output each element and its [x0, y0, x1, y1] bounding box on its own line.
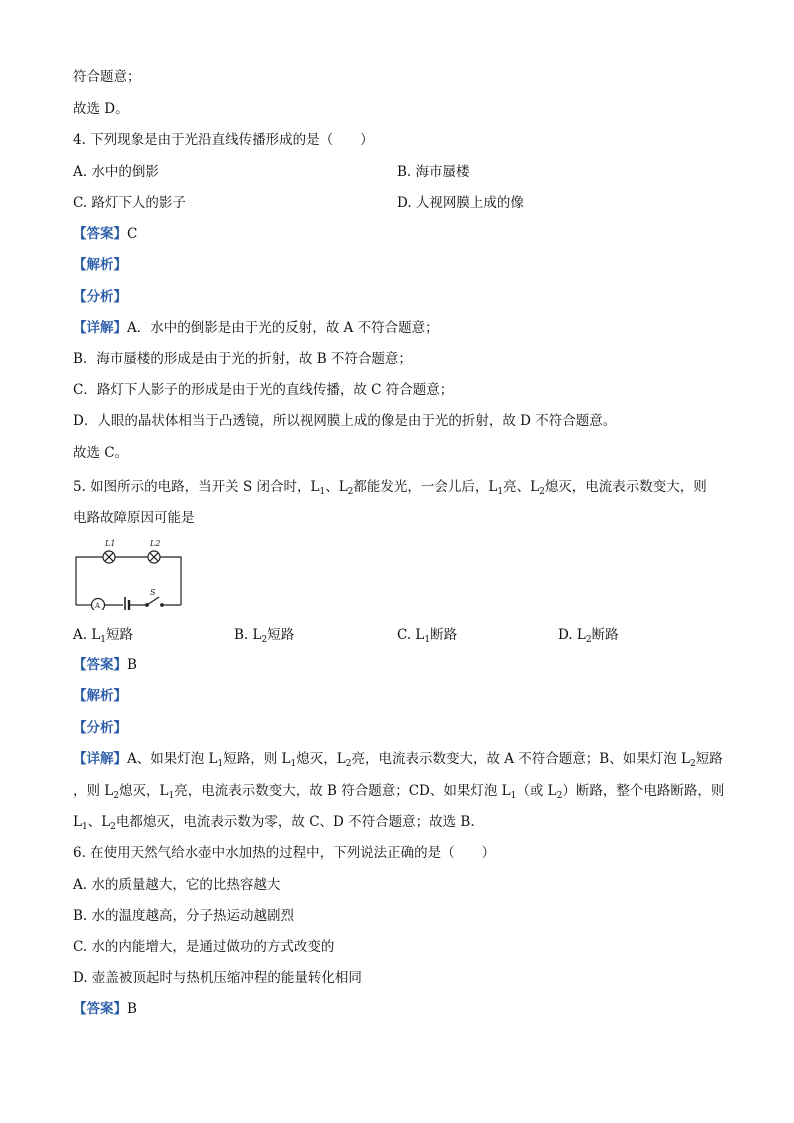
text-line: 符合题意； — [73, 69, 141, 85]
answer-tag: 【答案】 — [73, 657, 127, 673]
question-6: 6. 在使用天然气给水壶中水加热的过程中，下列说法正确的是（ ） — [73, 845, 496, 861]
fenxi-tag: 【分析】 — [73, 289, 127, 305]
detail-text: A．水中的倒影是由于光的反射，故 A 不符合题意； — [127, 320, 439, 336]
switch-icon — [147, 597, 159, 605]
answer-line — [73, 656, 137, 674]
analysis-tag: 【解析】 — [73, 257, 127, 273]
question-5: 5. 如图所示的电路，当开关 S 闭合时，$L_1$、$L_2$都能发光，一会儿后，$L_1$亮、$L_2$熄灭，电流表示数变大，则 — [73, 479, 707, 497]
q5-option-b: B. $L_2$短路 — [234, 627, 295, 645]
q6-option-d: D. 壶盖被顶起时与热机压缩冲程的能量转化相同 — [73, 970, 362, 986]
answer-line — [73, 1000, 137, 1018]
lamp-l2-label: L2 — [150, 539, 161, 548]
detail-line: B．海市蜃楼的形成是由于光的折射，故 B 不符合题意； — [73, 351, 412, 367]
q4-option-b: B. 海市蜃楼 — [397, 164, 470, 180]
text-line: 故选 D。 — [73, 101, 129, 117]
fenxi-tag: 【分析】 — [73, 720, 127, 736]
detail-line — [73, 319, 439, 337]
q6-option-a: A. 水的质量越大，它的比热容越大 — [73, 877, 281, 893]
answer-value: B — [127, 657, 137, 673]
q6-option-b: B. 水的温度越高，分子热运动越剧烈 — [73, 908, 295, 924]
switch-label: S — [150, 588, 156, 597]
detail-line: $L_1$、$L_2$电都熄灭，电流表示数为零，故 C、D 不符合题意；故选 B. — [73, 814, 475, 832]
detail-line: 【详解】A、如果灯泡 $L_1$短路，则 $L_1$熄灭，$L_2$亮，电流表示数变大，故 A 不符合题意；B、如果灯泡 $L_2$短路 — [73, 751, 723, 769]
q5-option-a: A. $L_1$短路 — [73, 627, 134, 645]
q4-option-c: C. 路灯下人的影子 — [73, 195, 186, 211]
answer-line — [73, 225, 137, 243]
answer-value: C — [127, 226, 138, 242]
detail-line: D．人眼的晶状体相当于凸透镜，所以视网膜上成的像是由于光的折射，故 D 不符合题意。 — [73, 413, 617, 429]
detail-line: ，则 $L_2$熄灭，$L_1$亮，电流表示数变大，故 B 符合题意；CD、如果灯泡 $L_1$（或 $L_2$）断路，整个电路断路，则 — [73, 783, 725, 801]
detail-tag: 【详解】 — [73, 320, 127, 336]
q5-option-d: D. $L_2$断路 — [558, 627, 619, 645]
selection-line: 故选 C。 — [73, 445, 129, 461]
detail-line: C．路灯下人影子的形成是由于光的直线传播，故 C 符合题意； — [73, 382, 454, 398]
analysis-tag: 【解析】 — [73, 688, 127, 704]
question-4: 4. 下列现象是由于光沿直线传播形成的是（ ） — [73, 132, 374, 148]
answer-tag: 【答案】 — [73, 1001, 127, 1017]
q4-option-a: A. 水中的倒影 — [73, 164, 159, 180]
answer-tag: 【答案】 — [73, 226, 127, 242]
lamp-l1-label: L1 — [105, 539, 116, 548]
ammeter-label: A — [95, 602, 101, 610]
question-5-cont: 电路故障原因可能是 — [73, 510, 195, 526]
answer-value: B — [127, 1001, 137, 1017]
circuit-diagram — [73, 535, 185, 610]
q6-option-c: C. 水的内能增大，是通过做功的方式改变的 — [73, 939, 335, 955]
q4-option-d: D. 人视网膜上成的像 — [397, 195, 524, 211]
q5-option-c: C. $L_1$断路 — [397, 627, 458, 645]
